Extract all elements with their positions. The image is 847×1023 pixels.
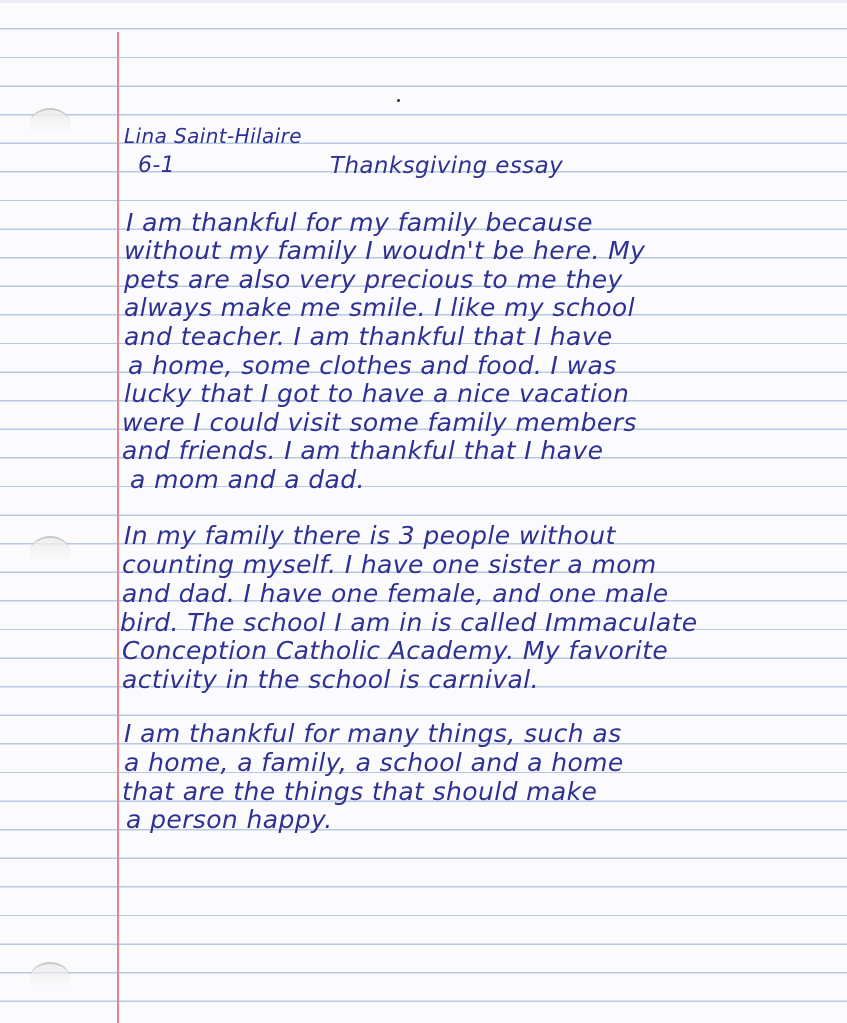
essay-line: without my family I woudn't be here. My — [124, 236, 646, 265]
essay-line: and friends. I am thankful that I have — [122, 436, 604, 465]
page-top-edge — [0, 0, 847, 3]
essay-line: a mom and a dad. — [130, 465, 365, 494]
essay-line: lucky that I got to have a nice vacation — [124, 379, 630, 408]
essay-line: a home, some clothes and food. I was — [128, 351, 617, 380]
essay-line: bird. The school I am in is called Immaculate — [120, 608, 698, 637]
essay-line: a home, a family, a school and a home — [124, 748, 624, 777]
essay-line: and dad. I have one female, and one male — [122, 579, 669, 608]
essay-line: pets are also very precious to me they — [124, 265, 623, 294]
essay-line: and teacher. I am thankful that I have — [124, 322, 613, 351]
essay-line: Conception Catholic Academy. My favorite — [122, 636, 669, 665]
punch-hole-icon — [30, 536, 70, 568]
essay-line: I am thankful for many things, such as — [124, 719, 622, 748]
essay-line: a person happy. — [126, 805, 333, 834]
essay-title: Thanksgiving essay — [330, 153, 564, 179]
punch-hole-icon — [30, 962, 70, 994]
essay-line: always make me smile. I like my school — [124, 293, 635, 322]
class-grade: 6-1 — [138, 153, 176, 178]
student-name: Lina Saint-Hilaire — [124, 124, 302, 148]
essay-line: I am thankful for my family because — [126, 208, 593, 237]
essay-line: that are the things that should make — [122, 777, 598, 806]
ink-speck — [397, 99, 400, 102]
essay-line: activity in the school is carnival. — [122, 665, 539, 694]
essay-line: In my family there is 3 people without — [124, 521, 616, 550]
essay-line: counting myself. I have one sister a mom — [122, 550, 657, 579]
punch-hole-icon — [30, 108, 70, 140]
margin-line — [117, 32, 119, 1023]
essay-line: were I could visit some family members — [122, 408, 637, 437]
